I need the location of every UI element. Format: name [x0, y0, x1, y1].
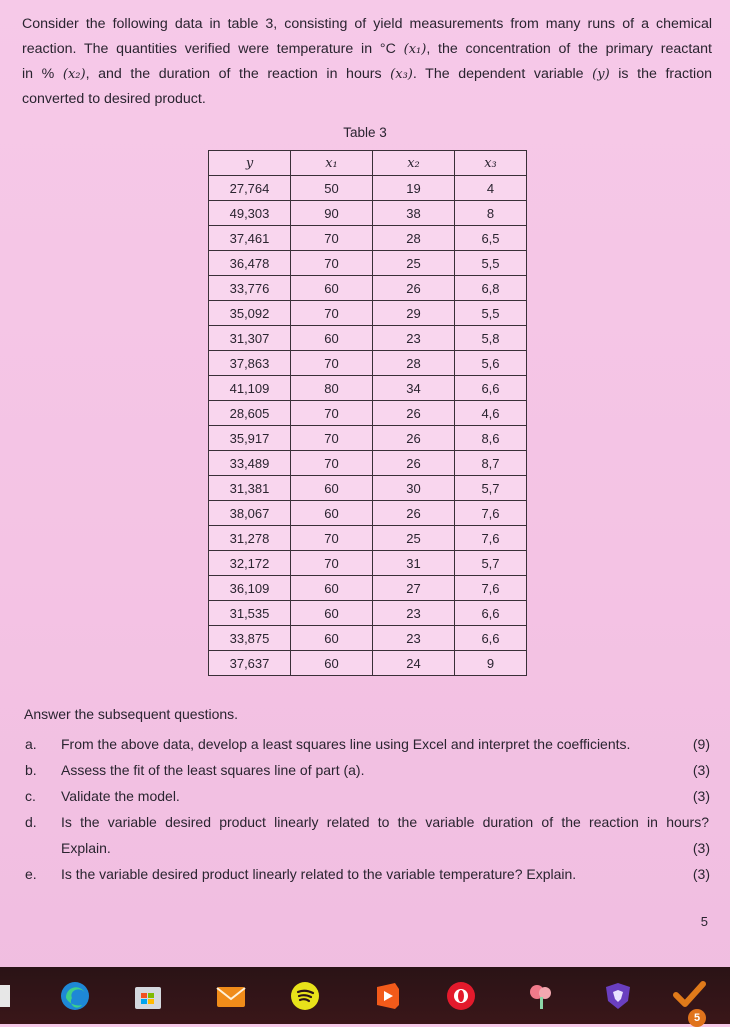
table-row	[209, 251, 527, 276]
question-letter: a.	[25, 736, 37, 752]
table-cell: 41,109	[209, 376, 291, 401]
table-row	[209, 651, 527, 676]
intro-line-4: converted to desired product.	[22, 91, 206, 107]
table-cell: 4,6	[455, 401, 527, 426]
table-cell: 6,6	[455, 626, 527, 651]
table-cell: 37,863	[209, 351, 291, 376]
table-cell: 32,172	[209, 551, 291, 576]
taskbar-edge-icon[interactable]	[0, 985, 10, 1007]
opera-icon[interactable]	[446, 981, 476, 1011]
table-cell: 80	[291, 376, 373, 401]
table-cell: 5,7	[455, 476, 527, 501]
table-cell: 35,092	[209, 301, 291, 326]
table-cell: 31,381	[209, 476, 291, 501]
table-cell: 26	[373, 276, 455, 301]
spotify-icon[interactable]	[290, 981, 320, 1011]
table-caption: Table 3	[343, 125, 387, 140]
table-row	[209, 351, 527, 376]
table-cell: 36,478	[209, 251, 291, 276]
table-row	[209, 276, 527, 301]
table-cell: 70	[291, 401, 373, 426]
table-row	[209, 551, 527, 576]
table-cell: 60	[291, 601, 373, 626]
table-cell: 8	[455, 201, 527, 226]
table-row	[209, 201, 527, 226]
table-cell: 26	[373, 401, 455, 426]
table-cell: 60	[291, 501, 373, 526]
extension-icon[interactable]	[526, 981, 556, 1011]
table-cell: 7,6	[455, 501, 527, 526]
question-text-continued: Explain.	[61, 840, 111, 856]
office-icon[interactable]	[373, 981, 403, 1011]
table-cell: 70	[291, 226, 373, 251]
table-cell: 28	[373, 351, 455, 376]
table-cell: 37,461	[209, 226, 291, 251]
question-marks: (3)	[692, 866, 710, 882]
todo-icon[interactable]	[672, 979, 718, 1024]
table-row	[209, 226, 527, 251]
table-row	[209, 301, 527, 326]
table-body	[209, 176, 527, 676]
question-d-continued	[0, 840, 730, 864]
header-x2: x₂	[373, 151, 455, 176]
table-cell: 26	[373, 451, 455, 476]
store-icon[interactable]	[133, 981, 163, 1011]
table-row	[209, 401, 527, 426]
table-cell: 5,5	[455, 301, 527, 326]
taskbar	[0, 967, 730, 1024]
table-cell: 5,6	[455, 351, 527, 376]
question-text: Validate the model.	[61, 788, 180, 804]
question-text: Is the variable desired product linearly related to the variable temperature? Explain.	[61, 866, 577, 882]
table-cell: 31,278	[209, 526, 291, 551]
table-cell: 19	[373, 176, 455, 201]
table-row	[209, 426, 527, 451]
table-cell: 33,875	[209, 626, 291, 651]
table-row	[209, 451, 527, 476]
header-x1: x₁	[291, 151, 373, 176]
table-cell: 23	[373, 326, 455, 351]
table-cell: 27,764	[209, 176, 291, 201]
table-row	[209, 601, 527, 626]
table-cell: 6,6	[455, 376, 527, 401]
table-cell: 31,307	[209, 326, 291, 351]
table-cell: 5,8	[455, 326, 527, 351]
table-cell: 26	[373, 426, 455, 451]
questions-intro: Answer the subsequent questions.	[24, 706, 239, 722]
table-row	[209, 376, 527, 401]
table-row	[209, 576, 527, 601]
table-cell: 27	[373, 576, 455, 601]
question-text: Assess the fit of the least squares line of part (a).	[61, 762, 365, 778]
question-letter: b.	[25, 762, 37, 778]
question-letter: e.	[25, 866, 37, 882]
notification-badge: 5	[688, 1009, 706, 1027]
intro-line-3: in % (x₂), and the duration of the reaction in hours (x₃). The dependent variable (y) is the fraction	[22, 66, 712, 82]
table-cell: 60	[291, 626, 373, 651]
question-letter: d.	[25, 814, 37, 830]
table-cell: 6,6	[455, 601, 527, 626]
question-a	[0, 736, 730, 760]
question-letter: c.	[25, 788, 36, 804]
table-cell: 4	[455, 176, 527, 201]
table-cell: 26	[373, 501, 455, 526]
question-text: Is the variable desired product linearly related to the variable duration of the reaction in hours?	[61, 814, 709, 830]
table-cell: 60	[291, 576, 373, 601]
table-cell: 33,489	[209, 451, 291, 476]
table-cell: 31	[373, 551, 455, 576]
table-row	[209, 326, 527, 351]
question-e	[0, 866, 730, 890]
table-cell: 49,303	[209, 201, 291, 226]
table-cell: 60	[291, 276, 373, 301]
table-header-row	[209, 151, 527, 176]
question-b	[0, 762, 730, 786]
question-c	[0, 788, 730, 812]
table-cell: 9	[455, 651, 527, 676]
table-cell: 50	[291, 176, 373, 201]
table-cell: 8,7	[455, 451, 527, 476]
mail-icon[interactable]	[216, 981, 246, 1011]
question-marks: (3)	[692, 840, 710, 856]
table-cell: 70	[291, 426, 373, 451]
table-cell: 5,7	[455, 551, 527, 576]
table-row	[209, 626, 527, 651]
problem-statement	[22, 12, 712, 112]
table-cell: 6,5	[455, 226, 527, 251]
table-cell: 7,6	[455, 526, 527, 551]
table-cell: 5,5	[455, 251, 527, 276]
table-cell: 70	[291, 301, 373, 326]
table-cell: 60	[291, 326, 373, 351]
table-cell: 7,6	[455, 576, 527, 601]
question-marks: (3)	[692, 788, 710, 804]
table-cell: 70	[291, 526, 373, 551]
table-cell: 28,605	[209, 401, 291, 426]
table-row	[209, 176, 527, 201]
table-cell: 8,6	[455, 426, 527, 451]
table-cell: 70	[291, 551, 373, 576]
table-cell: 36,109	[209, 576, 291, 601]
table-cell: 31,535	[209, 601, 291, 626]
table-cell: 24	[373, 651, 455, 676]
table-cell: 23	[373, 601, 455, 626]
table-row	[209, 526, 527, 551]
edge-icon[interactable]	[60, 981, 90, 1011]
table-cell: 37,637	[209, 651, 291, 676]
table-cell: 60	[291, 476, 373, 501]
intro-line-2: reaction. The quantities verified were temperature in °C (x₁), the concentration of the primary reactant	[22, 41, 713, 57]
table-row	[209, 476, 527, 501]
brave-icon[interactable]	[603, 981, 633, 1011]
table-row	[209, 501, 527, 526]
table-cell: 38,067	[209, 501, 291, 526]
table-cell: 90	[291, 201, 373, 226]
question-d	[0, 814, 730, 838]
header-y: y	[209, 151, 291, 176]
table-cell: 33,776	[209, 276, 291, 301]
table-cell: 29	[373, 301, 455, 326]
table-cell: 34	[373, 376, 455, 401]
page-number: 5	[700, 914, 708, 929]
table-cell: 35,917	[209, 426, 291, 451]
table-cell: 30	[373, 476, 455, 501]
table-cell: 38	[373, 201, 455, 226]
table-cell: 28	[373, 226, 455, 251]
table-cell: 23	[373, 626, 455, 651]
question-marks: (3)	[692, 762, 710, 778]
question-marks: (9)	[692, 736, 710, 752]
table-cell: 70	[291, 451, 373, 476]
table-cell: 25	[373, 526, 455, 551]
table-cell: 6,8	[455, 276, 527, 301]
data-table	[208, 150, 527, 676]
header-x3: x₃	[455, 151, 527, 176]
table-cell: 60	[291, 651, 373, 676]
table-cell: 25	[373, 251, 455, 276]
intro-line-1: Consider the following data in table 3, consisting of yield measurements from many runs of a chemical	[22, 16, 712, 32]
question-text: From the above data, develop a least squares line using Excel and interpret the coefficients.	[61, 736, 631, 752]
table-cell: 70	[291, 251, 373, 276]
table-cell: 70	[291, 351, 373, 376]
